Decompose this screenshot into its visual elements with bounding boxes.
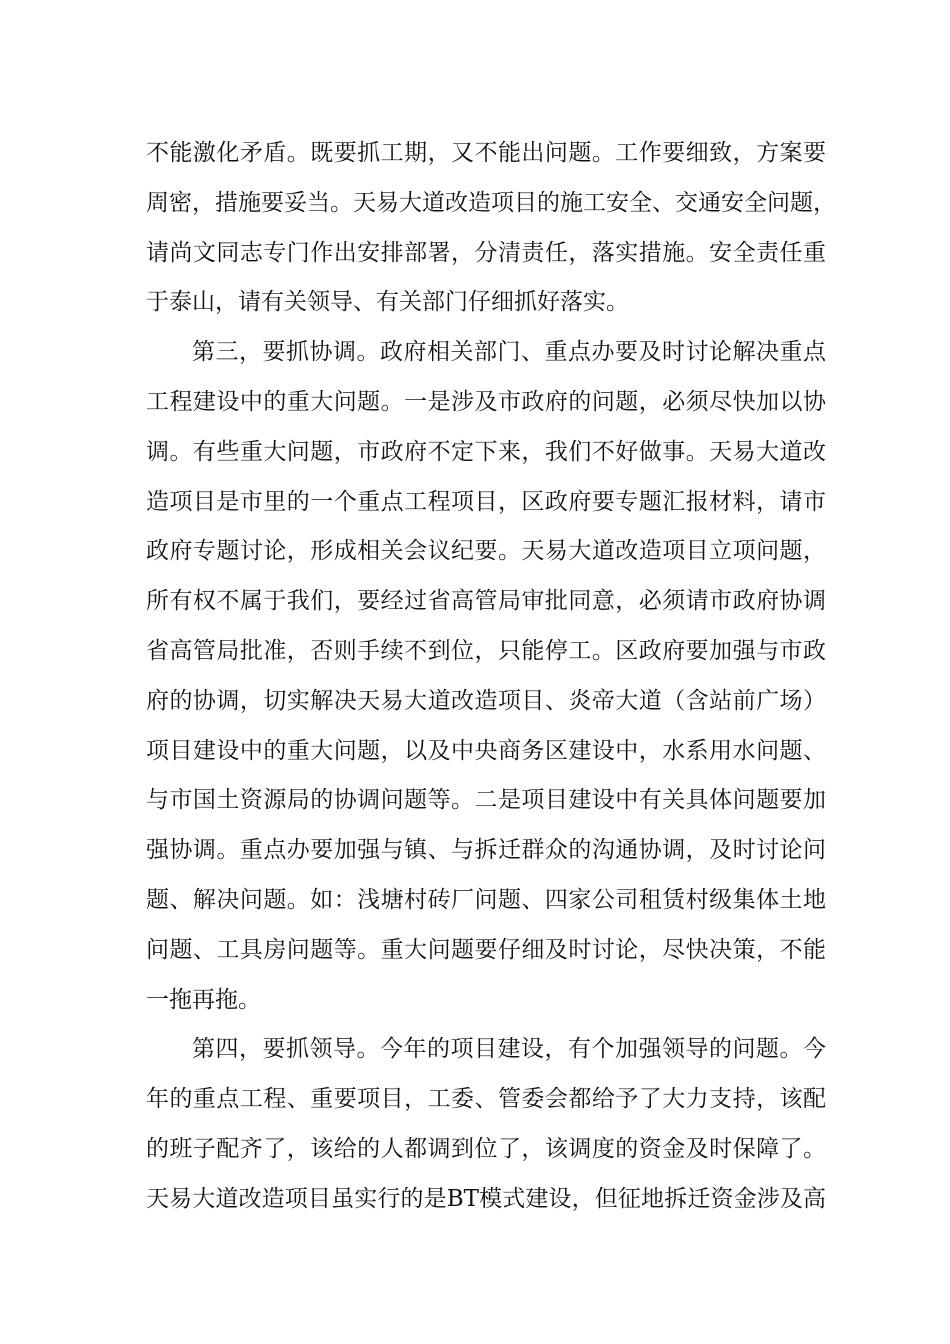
paragraph-line: 的班子配齐了，该给的人都调到位了，该调度的资金及时保障了。 bbox=[146, 1135, 826, 1162]
paragraph-1 bbox=[146, 129, 836, 328]
paragraph-line: 调。有些重大问题，市政府不定下来，我们不好做事。天易大道改 bbox=[146, 438, 826, 465]
paragraph-line: 第三，要抓协调。政府相关部门、重点办要及时讨论解决重点 bbox=[192, 339, 826, 366]
paragraph-line: 周密，措施要妥当。天易大道改造项目的施工安全、交通安全问题， bbox=[146, 189, 836, 216]
paragraph-line: 题、解决问题。如：浅塘村砖厂问题、四家公司租赁村级集体土地 bbox=[146, 886, 826, 913]
paragraph-line: 于泰山，请有关领导、有关部门仔细抓好落实。 bbox=[146, 289, 629, 316]
paragraph-line: 府的协调，切实解决天易大道改造项目、炎帝大道（含站前广场） bbox=[146, 687, 826, 714]
paragraph-line: 问题、工具房问题等。重大问题要仔细及时讨论，尽快决策，不能 bbox=[146, 936, 826, 963]
paragraph-line: 工程建设中的重大问题。一是涉及市政府的问题，必须尽快加以协 bbox=[146, 388, 826, 415]
paragraph-line: 与市国土资源局的协调问题等。二是项目建设中有关具体问题要加 bbox=[146, 787, 826, 814]
paragraph-2 bbox=[146, 328, 826, 1025]
paragraph-line: 请尚文同志专门作出安排部署，分清责任，落实措施。安全责任重 bbox=[146, 239, 826, 266]
paragraph-line: 省高管局批准，否则手续不到位，只能停工。区政府要加强与市政 bbox=[146, 637, 826, 664]
paragraph-line: 强协调。重点办要加强与镇、与拆迁群众的沟通协调，及时讨论问 bbox=[146, 837, 826, 864]
paragraph-line: 年的重点工程、重要项目，工委、管委会都给予了大力支持，该配 bbox=[146, 1086, 826, 1113]
paragraph-line: 造项目是市里的一个重点工程项目，区政府要专题汇报材料，请市 bbox=[146, 488, 826, 515]
document-body bbox=[146, 129, 836, 1225]
paragraph-line: 天易大道改造项目虽实行的是BT模式建设，但征地拆迁资金涉及高 bbox=[146, 1185, 826, 1212]
paragraph-line: 一拖再拖。 bbox=[146, 986, 261, 1013]
paragraph-line: 不能激化矛盾。既要抓工期，又不能出问题。工作要细致，方案要 bbox=[146, 140, 826, 166]
paragraph-line: 项目建设中的重大问题，以及中央商务区建设中，水系用水问题、 bbox=[146, 737, 826, 764]
paragraph-3 bbox=[146, 1025, 826, 1224]
paragraph-line: 第四，要抓领导。今年的项目建设，有个加强领导的问题。今 bbox=[192, 1036, 826, 1063]
paragraph-line: 所有权不属于我们，要经过省高管局审批同意，必须请市政府协调 bbox=[146, 588, 826, 615]
paragraph-line: 政府专题讨论，形成相关会议纪要。天易大道改造项目立项问题， bbox=[146, 538, 826, 565]
